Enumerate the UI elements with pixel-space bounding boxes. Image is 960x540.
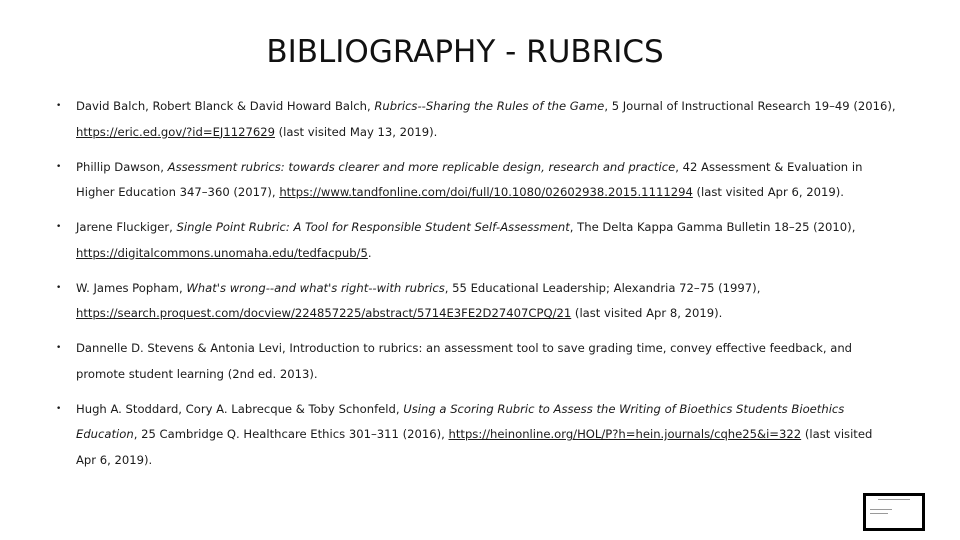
reference-visited: (last visited Apr 6, 2019). <box>76 427 873 467</box>
reference-visited: . <box>367 245 372 260</box>
reference-source: , 5 Journal of Instructional Research 19–49 (2016), <box>604 99 896 113</box>
slide-title: BIBLIOGRAPHY - RUBRICS <box>266 34 664 70</box>
reference-visited: (last visited May 13, 2019). <box>274 124 438 139</box>
reference-item <box>56 276 896 327</box>
reference-item <box>56 336 896 387</box>
reference-link[interactable]: https://eric.ed.gov/?id=EJ1127629 <box>76 124 275 139</box>
reference-link[interactable]: https://heinonline.org/HOL/P?h=hein.journals/cqhe25&i=322 <box>448 427 802 441</box>
reference-text: Dannelle D. Stevens & Antonia Levi, Introduction to rubrics: an assessment tool to save grading time, convey effective feedback, and promote student learning (2nd ed. 2013). <box>76 341 853 381</box>
reference-source: , The Delta Kappa Gamma Bulletin 18–25 (2010), <box>569 220 856 234</box>
reference-link[interactable]: https://www.tandfonline.com/doi/full/10.1080/02602938.2015.1111294 <box>279 185 693 199</box>
slide-thumbnail <box>863 493 925 531</box>
bullet-icon: • <box>56 101 62 111</box>
bullet-icon: • <box>56 222 62 232</box>
reference-authors: Hugh A. Stoddard, Cory A. Labrecque & Toby Schonfeld, <box>76 401 404 416</box>
reference-source: , 55 Educational Leadership; Alexandria 72–75 (1997), <box>444 280 761 295</box>
reference-authors: W. James Popham, <box>76 280 187 295</box>
reference-title: Rubrics--Sharing the Rules of the Game <box>374 99 605 113</box>
bullet-icon: • <box>56 403 62 414</box>
reference-item <box>56 155 896 206</box>
reference-title: Assessment rubrics: towards clearer and more replicable design, research and practice <box>167 159 676 174</box>
reference-title: What's wrong--and what's right--with rubrics <box>186 280 445 295</box>
bullet-icon: • <box>56 161 62 172</box>
reference-source: , 25 Cambridge Q. Healthcare Ethics 301–311 (2016), <box>133 427 449 441</box>
reference-title: Single Point Rubric: A Tool for Responsible Student Self-Assessment <box>176 220 570 234</box>
reference-authors: Phillip Dawson, <box>76 159 168 174</box>
bullet-icon: • <box>56 282 62 293</box>
bullet-icon: • <box>56 343 62 353</box>
reference-visited: (last visited Apr 8, 2019). <box>571 306 723 320</box>
reference-item <box>56 94 896 145</box>
thumbnail-line <box>878 499 910 500</box>
reference-item <box>56 215 896 266</box>
reference-authors: Jarene Fluckiger, <box>76 220 177 234</box>
thumbnail-line <box>870 513 888 514</box>
thumbnail-line <box>870 509 892 510</box>
reference-title: Using a Scoring Rubric to Assess the Writing of Bioethics Students Bioethics Education <box>76 401 845 441</box>
reference-visited: (last visited Apr 6, 2019). <box>692 185 844 199</box>
reference-link[interactable]: https://search.proquest.com/docview/224857225/abstract/5714E3FE2D27407CPQ/21 <box>76 306 572 320</box>
reference-list <box>56 94 896 483</box>
reference-authors: David Balch, Robert Blanck & David Howard Balch, <box>76 99 375 113</box>
reference-source: , 42 Assessment & Evaluation in Higher Education 347–360 (2017), <box>76 159 863 199</box>
reference-link[interactable]: https://digitalcommons.unomaha.edu/tedfacpub/5 <box>76 245 368 260</box>
reference-item <box>56 397 896 474</box>
